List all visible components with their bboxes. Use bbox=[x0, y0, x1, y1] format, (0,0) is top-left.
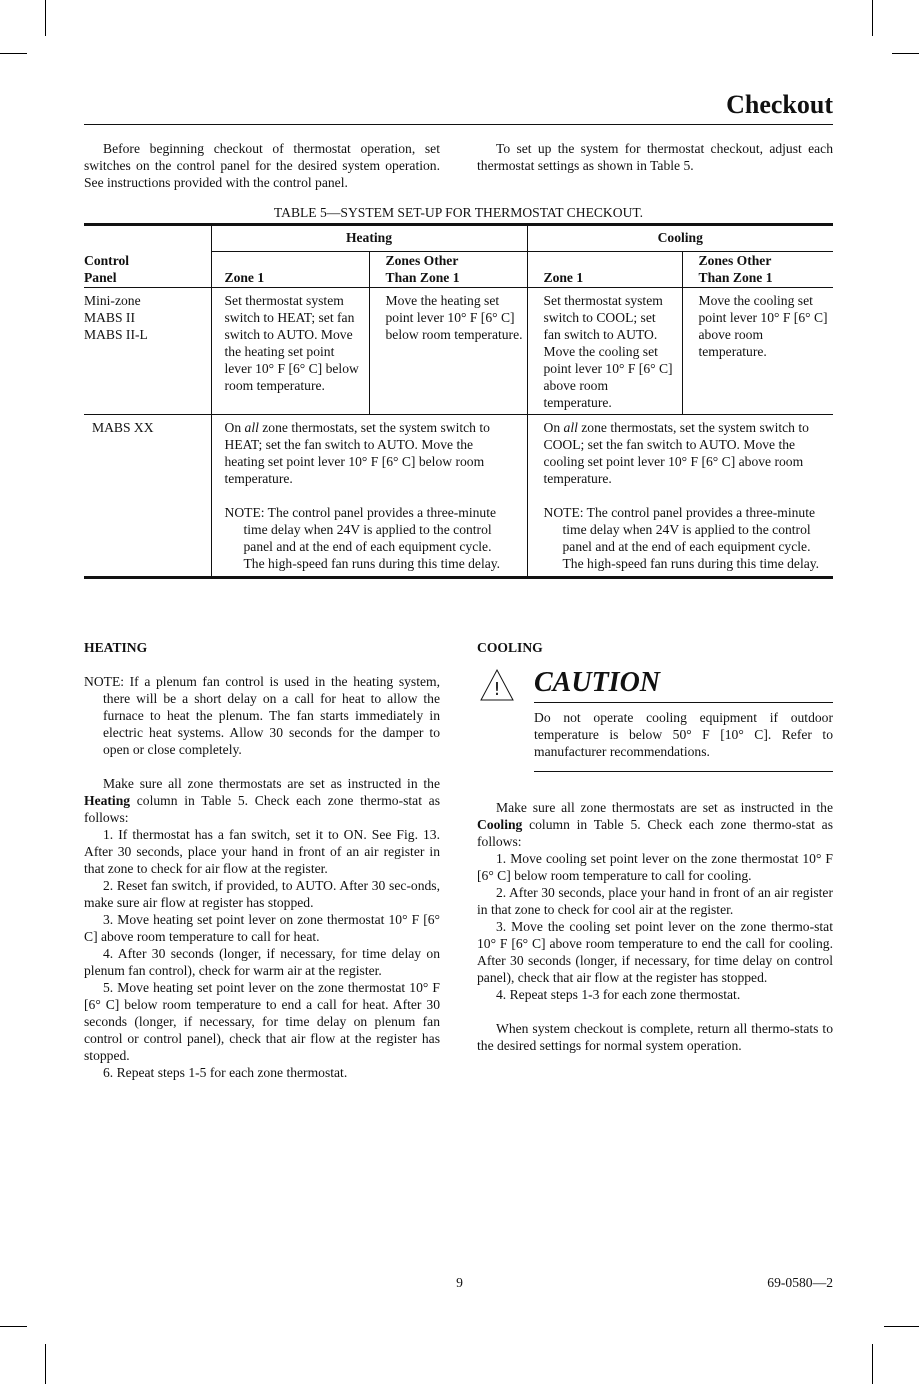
warning-triangle-icon bbox=[479, 668, 515, 702]
row1-panel-2: MABS II bbox=[84, 310, 135, 325]
heating-step-6: 6. Repeat steps 1-5 for each zone thermostat. bbox=[103, 1065, 348, 1080]
col-control-panel bbox=[84, 225, 211, 288]
heating-step-2: 2. Reset fan switch, if provided, to AUTO. After 30 sec-onds, make sure air flow at register has stopped. bbox=[84, 878, 440, 910]
row2-heat-all: all bbox=[244, 420, 259, 435]
caution-title: CAUTION bbox=[534, 667, 661, 698]
cooling-closing: When system checkout is complete, return all thermo-stats to the desired settings for normal system operation. bbox=[477, 1021, 833, 1053]
heating-intro-a: Make sure all zone thermostats are set as instructed in the bbox=[103, 776, 440, 791]
col-control-label-2: Panel bbox=[84, 270, 117, 285]
row1-heat-zone1: Set thermostat system switch to HEAT; set fan switch to AUTO. Move the heating set point lever 10° F [6° C] below room temperature. bbox=[211, 288, 369, 415]
heating-intro-bold: Heating bbox=[84, 793, 131, 808]
cooling-intro-bold: Cooling bbox=[477, 817, 523, 832]
row1-cool-zone1: Set thermostat system switch to COOL; set fan switch to AUTO. Move the cooling set point lever 10° F [6° C] above room temperature. bbox=[543, 293, 673, 410]
intro-left bbox=[84, 140, 440, 191]
cooling-step-1: 1. Move cooling set point lever on the zone thermostat 10° F [6° C] below room temperature to call for cooling. bbox=[477, 851, 833, 883]
cooling-intro bbox=[477, 799, 833, 850]
cooling-step-2: 2. After 30 seconds, place your hand in front of an air register in that zone to check for cool air at the register. bbox=[477, 885, 833, 917]
crop-mark bbox=[892, 53, 919, 54]
group-heating: Heating bbox=[211, 225, 527, 252]
page-title: Checkout bbox=[726, 90, 833, 119]
heating-heading: HEATING bbox=[84, 640, 148, 655]
row2-heat-rest: zone thermostats, set the system switch to HEAT; set the fan switch to AUTO. Move the heating set point lever 10° F [6° C] below room temperature. bbox=[224, 420, 490, 486]
heating-step-1: 1. If thermostat has a fan switch, set it to ON. See Fig. 13. After 30 seconds, place your hand in front of an air register in that zone to check for air flow at the register. bbox=[84, 827, 440, 876]
row1-panel bbox=[84, 288, 211, 415]
row2-heat-text bbox=[225, 419, 505, 487]
row1-cool-other: Move the cooling set point lever 10° F [6° C] above room temperature. bbox=[682, 288, 833, 415]
heating-step-4: 4. After 30 seconds (longer, if necessary, for time delay on plenum fan control), check for warm air at the register. bbox=[84, 946, 440, 978]
group-cooling: Cooling bbox=[527, 225, 833, 252]
heating-intro-b: column in Table 5. Check each zone thermo-stat as follows: bbox=[84, 793, 440, 825]
cooling-intro-b: column in Table 5. Check each zone thermo-stat as follows: bbox=[477, 817, 833, 849]
intro-right bbox=[477, 140, 833, 174]
row2-heat-on: On bbox=[224, 420, 245, 435]
cooling-intro-a: Make sure all zone thermostats are set as instructed in the bbox=[496, 800, 833, 815]
col-heat-other bbox=[369, 252, 527, 288]
crop-mark bbox=[0, 1326, 27, 1327]
col-heat-other-2: Than Zone 1 bbox=[385, 270, 460, 285]
crop-mark bbox=[872, 1344, 873, 1384]
doc-number: 69-0580—2 bbox=[767, 1275, 833, 1290]
intro-left-text: Before beginning checkout of thermostat operation, set switches on the control panel for the desired system operation. See instructions provided with the control panel. bbox=[84, 141, 440, 190]
cooling-heading: COOLING bbox=[477, 640, 543, 655]
crop-mark bbox=[884, 1326, 919, 1327]
table-row bbox=[84, 415, 833, 578]
row2-cool-all: all bbox=[563, 420, 578, 435]
crop-mark bbox=[0, 53, 27, 54]
row2-cool-rest: zone thermostats, set the system switch to COOL; set the fan switch to AUTO. Move the cooling set point lever 10° F [6° C] above room temperature. bbox=[543, 420, 809, 486]
col-cool-zone1: Zone 1 bbox=[543, 270, 584, 285]
caution-rule bbox=[534, 702, 833, 703]
caution-bottom-rule bbox=[534, 771, 833, 772]
crop-mark bbox=[45, 0, 46, 36]
cooling-section bbox=[477, 640, 833, 1054]
row2-cool bbox=[527, 415, 833, 578]
heating-section bbox=[84, 640, 440, 1081]
col-cool-other-1: Zones Other bbox=[698, 253, 772, 268]
row1-panel-1: Mini-zone bbox=[84, 293, 141, 308]
row1-panel-3: MABS II-L bbox=[84, 327, 148, 342]
row2-cool-on: On bbox=[543, 420, 564, 435]
row2-cool-note: NOTE: The control panel provides a three-minute time delay when 24V is applied to the control panel and at the end of each equipment cycle. The high-speed fan runs during this time delay. bbox=[543, 505, 820, 571]
caution-box bbox=[477, 666, 833, 772]
page-number: 9 bbox=[456, 1275, 463, 1290]
header-rule bbox=[84, 124, 833, 125]
heating-note: NOTE: If a plenum fan control is used in the heating system, there will be a short delay on a call for heat to allow the furnace to heat the plenum. The fan starts immediately in electric heat systems. Allow 30 seconds for the damper to open or close completely. bbox=[84, 674, 440, 757]
row2-panel: MABS XX bbox=[92, 420, 154, 435]
col-control-label-1: Control bbox=[84, 253, 130, 268]
col-heat-other-1: Zones Other bbox=[385, 253, 459, 268]
row2-cool-text bbox=[544, 419, 830, 487]
intro-right-text: To set up the system for thermostat checkout, adjust each thermostat settings as shown in Table 5. bbox=[477, 141, 833, 173]
caution-text: Do not operate cooling equipment if outdoor temperature is below 50° F [10° C]. Refer to manufacturer recommendations. bbox=[534, 710, 833, 759]
row2-heat-note: NOTE: The control panel provides a three-minute time delay when 24V is applied to the control panel and at the end of each equipment cycle. The high-speed fan runs during this time delay. bbox=[224, 505, 501, 571]
crop-mark bbox=[45, 1344, 46, 1384]
cooling-step-4: 4. Repeat steps 1-3 for each zone thermostat. bbox=[496, 987, 741, 1002]
crop-mark bbox=[872, 0, 873, 36]
cooling-step-3: 3. Move the cooling set point lever on the zone thermo-stat 10° F [6° C] above room temperature to end the call for cooling. After 30 seconds (longer, if necessary, for time delay on control panel), check that air flow at the register has stopped. bbox=[477, 919, 833, 985]
col-cool-other bbox=[682, 252, 833, 288]
table-row bbox=[84, 288, 833, 415]
heating-step-5: 5. Move heating set point lever on the zone thermostat 10° F [6° C] below room temperature to end a call for heat. After 30 seconds (longer, if necessary, for time delay on plenum fan control or control panel), check that air flow at the register has stopped. bbox=[84, 980, 440, 1063]
setup-table bbox=[84, 223, 833, 579]
row1-heat-other: Move the heating set point lever 10° F [6° C] below room temperature. bbox=[369, 288, 527, 415]
col-heat-zone1: Zone 1 bbox=[211, 252, 369, 288]
row2-heat bbox=[211, 415, 527, 578]
table-caption: TABLE 5—SYSTEM SET-UP FOR THERMOSTAT CHECKOUT. bbox=[273, 205, 644, 220]
col-cool-other-2: Than Zone 1 bbox=[698, 270, 773, 285]
heating-step-3: 3. Move heating set point lever on zone thermostat 10° F [6° C] above room temperature to call for heat. bbox=[84, 912, 440, 944]
heating-intro bbox=[84, 775, 440, 826]
svg-text:!: ! bbox=[493, 679, 501, 700]
